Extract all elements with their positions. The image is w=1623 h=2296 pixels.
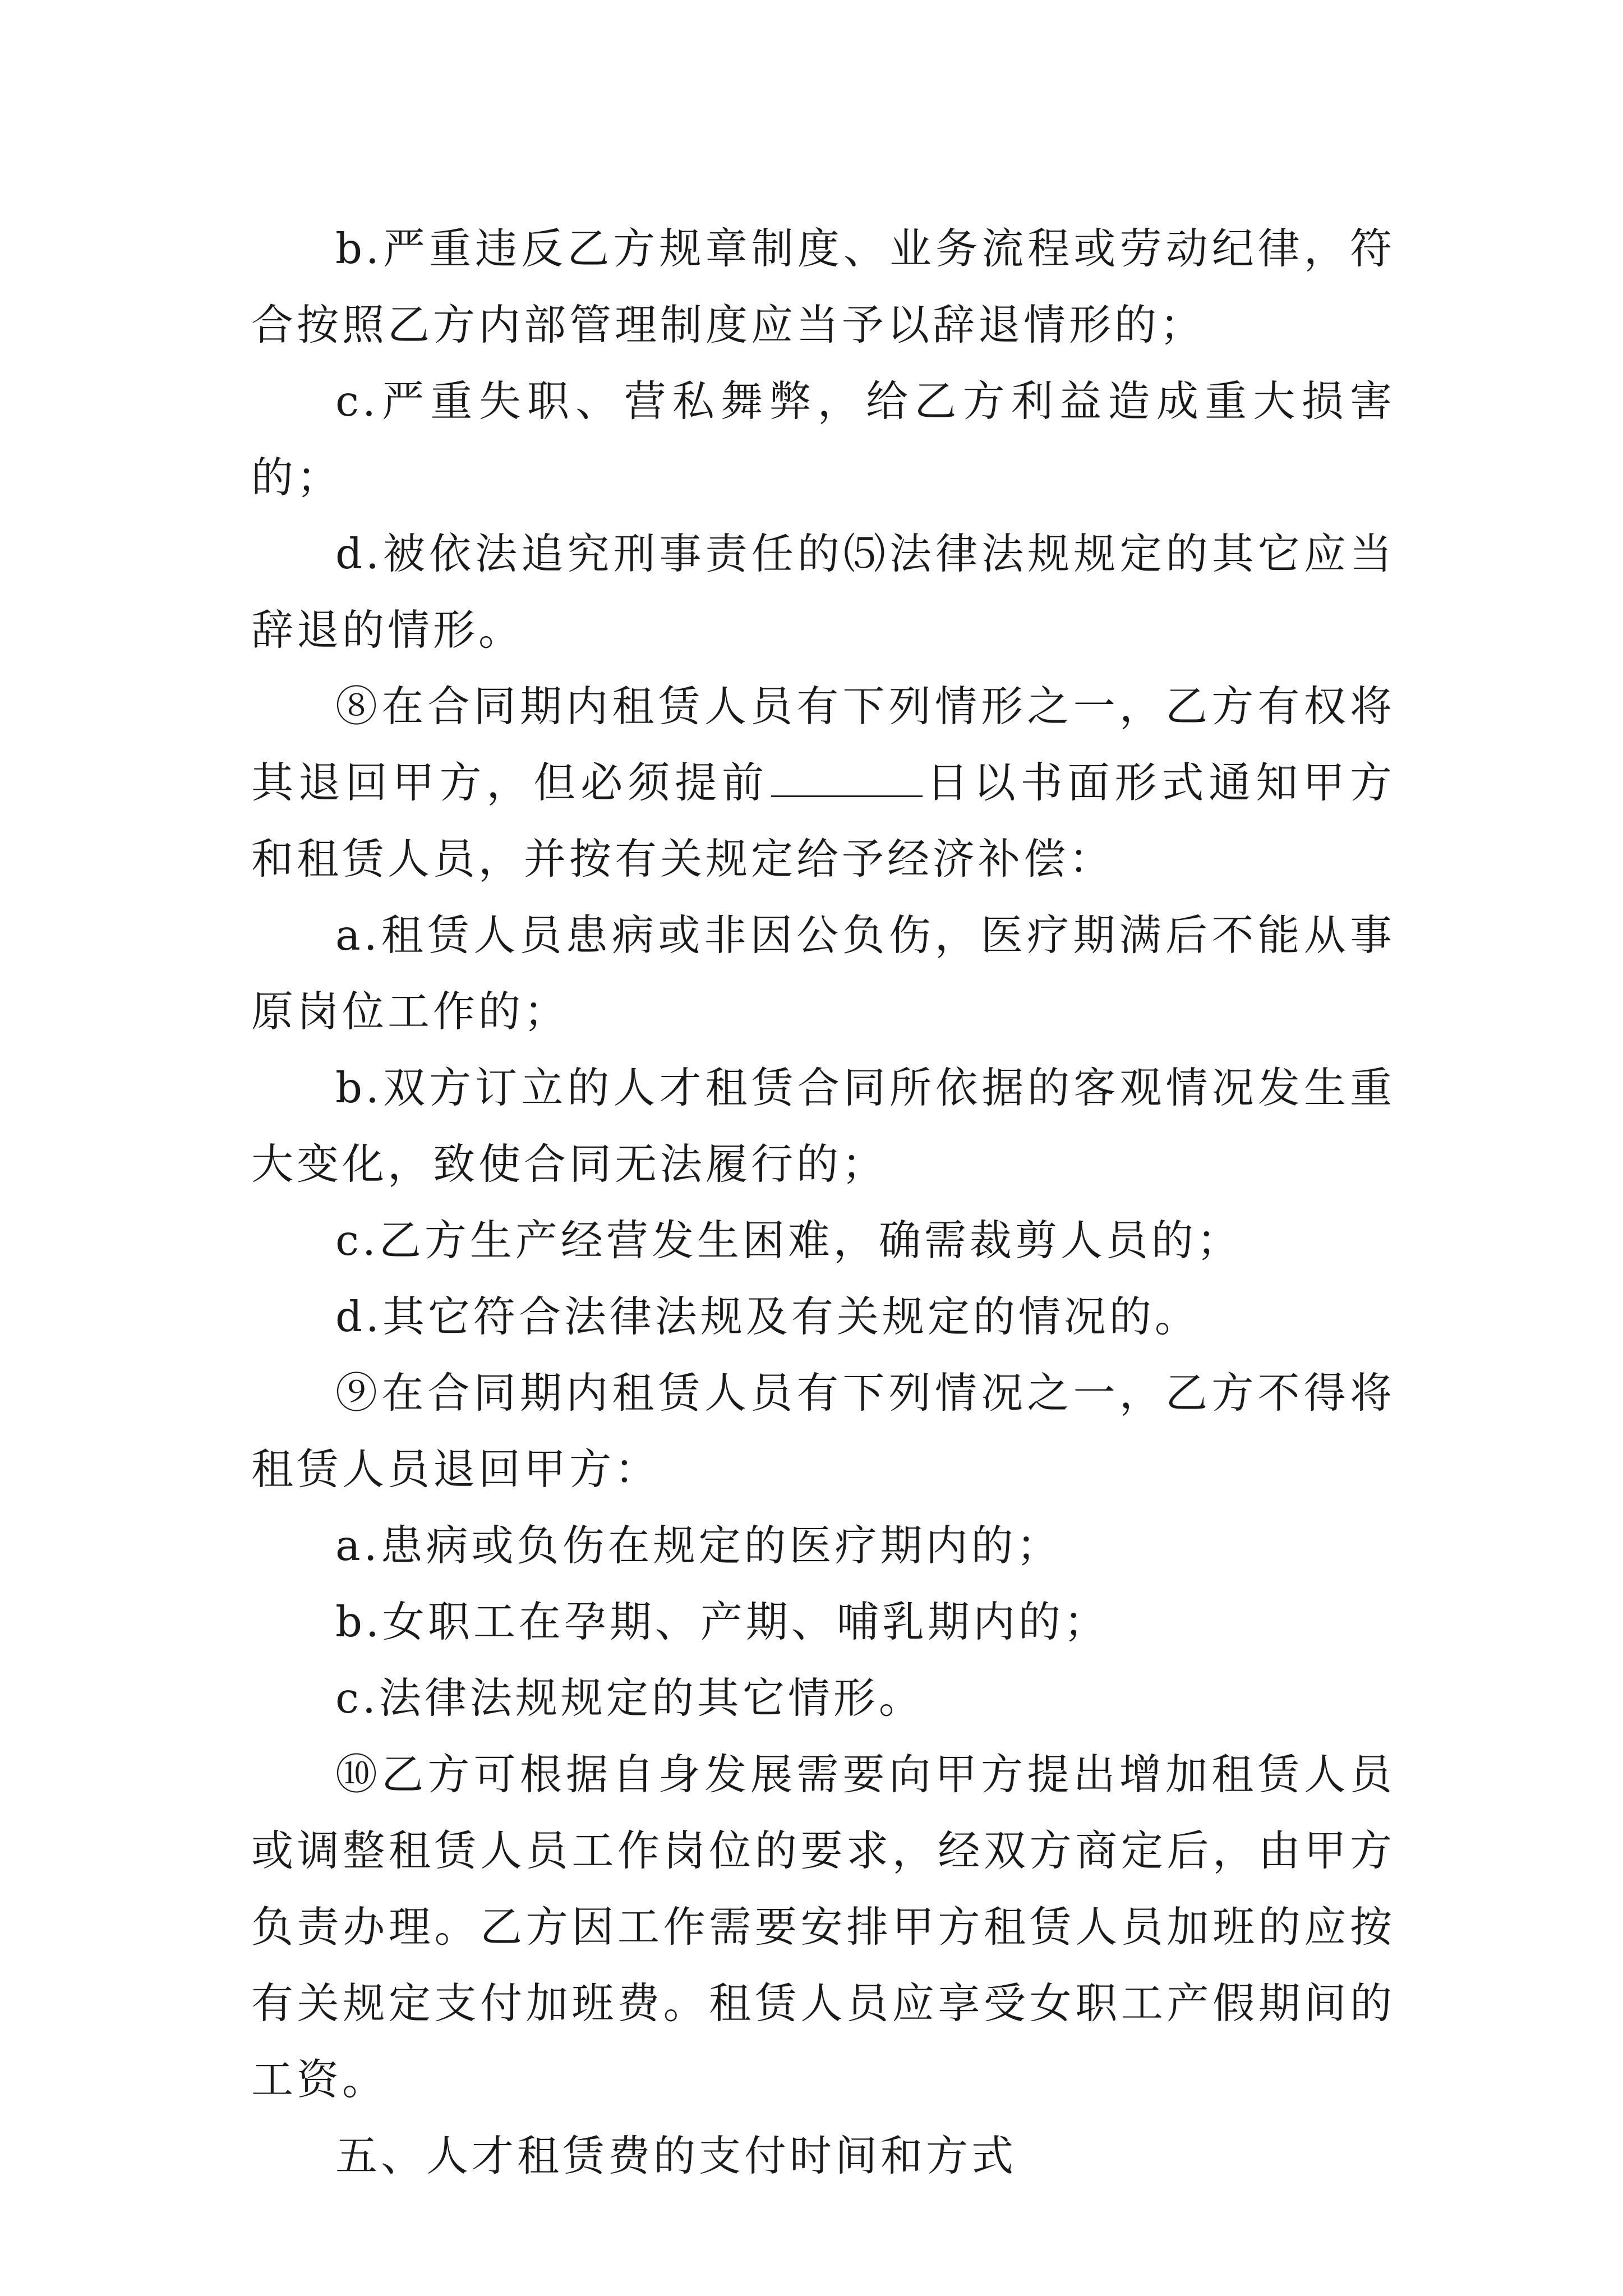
fill-in-blank: [771, 756, 923, 797]
paragraph: ⑩乙方可根据自身发展需要向甲方提出增加租赁人员或调整租赁人员工作岗位的要求，经双方商定后，由甲方负责办理。乙方因工作需要安排甲方租赁人员加班的应按有关规定支付加班费。租赁人员应享受女职工产假期间的工资。: [251, 1750, 1395, 2104]
paragraph: c.乙方生产经营发生困难，确需裁剪人员的；: [335, 1216, 1242, 1265]
paragraph: b.女职工在孕期、产期、哺乳期内的；: [335, 1597, 1109, 1646]
section-heading: 五、人才租赁费的支付时间和方式: [335, 2131, 1017, 2180]
paragraph-text: ⑧在合同期内租赁人员有下列情形之一，乙方有权将其退回甲方，但必须提前: [251, 682, 1395, 807]
paragraph: d.其它符合法律法规及有关规定的情况的。: [335, 1292, 1200, 1341]
paragraph: ⑨在合同期内租赁人员有下列情况之一，乙方不得将租赁人员退回甲方：: [251, 1368, 1395, 1494]
paragraph: a.租赁人员患病或非因公负伤，医疗期满后不能从事原岗位工作的；: [251, 910, 1395, 1036]
paragraph: c.法律法规规定的其它情形。: [335, 1673, 924, 1723]
paragraph: b.双方订立的人才租赁合同所依据的客观情况发生重大变化，致使合同无法履行的；: [251, 1063, 1395, 1189]
paragraph: d.被依法追究刑事责任的⑸法律法规规定的其它应当辞退的情形。: [251, 529, 1395, 655]
paragraph: c.严重失职、营私舞弊，给乙方利益造成重大损害的；: [251, 376, 1395, 502]
paragraph: a.患病或负伤在规定的医疗期内的；: [335, 1521, 1062, 1570]
paragraph-text: 日以书面形式通知甲方和租赁人员，并按有关规定给予经济补偿：: [251, 758, 1395, 884]
paragraph: [251, 668, 1395, 897]
paragraph: b.严重违反乙方规章制度、业务流程或劳动纪律，符合按照乙方内部管理制度应当予以辞退情形的；: [251, 224, 1395, 349]
document-body: [251, 210, 1395, 2194]
